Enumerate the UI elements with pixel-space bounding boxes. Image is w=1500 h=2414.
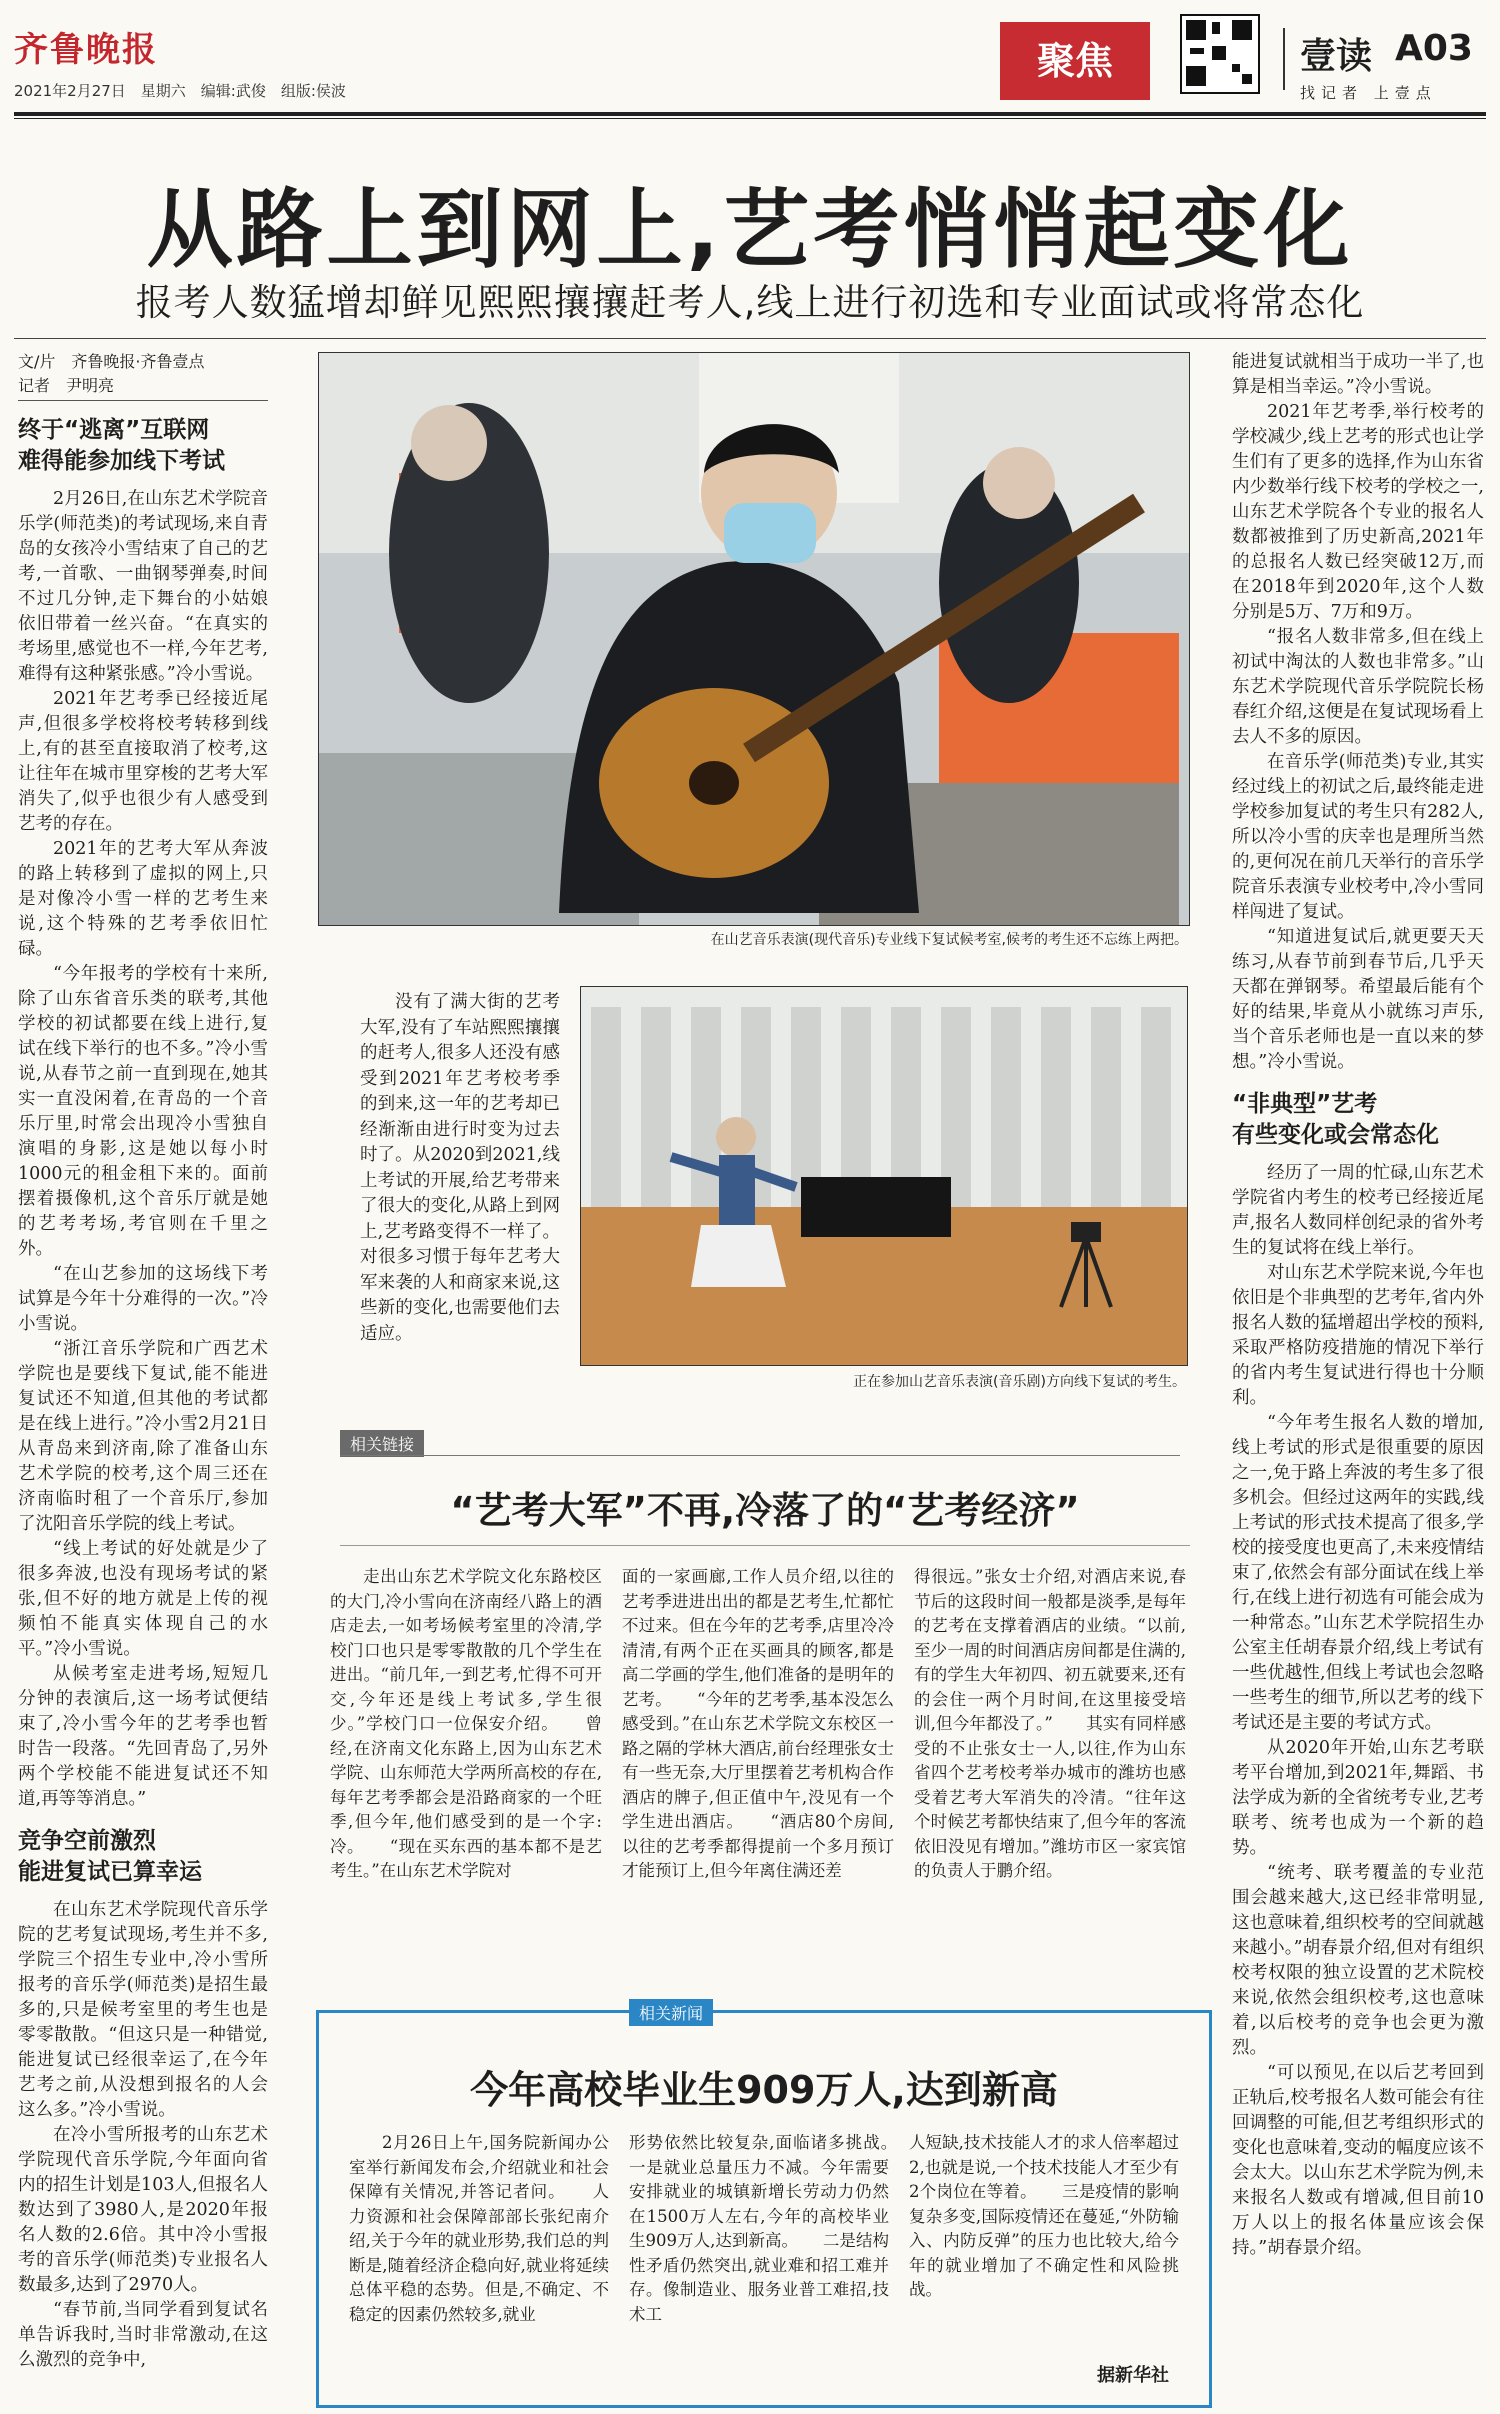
related-text-2: 面的一家画廊,工作人员介绍,以往的艺考季进进出出的都是艺考生,忙都忙不过来。但在今年的艺考季,店里冷冷清清,有两个正在买画具的顾客,都是高二学画的学生,他们准备的是明年的艺考。 “今年的艺考季,基本没怎么感受到。”在山东艺术学院文东校区一路之隔的学林大酒店,前台经理张女士有一些无奈,大厅里摆着艺考机构合作酒店的牌子,但正值中午,没见有一个学生进出酒店。 “酒店80个房间,以往的艺考季都得提前一个多月预订才能预订上,但今年离住满还差	[622, 1567, 894, 1880]
subheading-1: 终于“逃离”互联网 难得能参加线下考试	[18, 417, 225, 474]
related-col-3	[914, 1565, 1186, 1985]
related-news-box	[316, 2004, 1212, 2408]
news-col-1	[349, 2131, 609, 2391]
byline	[18, 350, 268, 401]
related-text-3: 得很远。”张女士介绍,对酒店来说,春节后的这段时间一般都是淡季,是每年的艺考在支撑着酒店的业绩。“以前,至少一周的时间酒店房间都是住满的,有的学生大年初四、初五就要来,还有的会住一两个月时间,在这里接受培训,但今年都没了。” 其实有同样感受的不止张女士一人,以往,作为山东省四个艺考校考举办城市的潍坊也感受着艺考大军消失的冷清。“往年这个时候艺考都快结束了,但今年的客流依旧没见有增加。”潍坊市区一家宾馆的负责人于鹏介绍。	[914, 1567, 1186, 1880]
related-tag-label: 相关链接	[340, 1430, 424, 1457]
intro-paragraph: 没有了满大街的艺考大军,没有了车站熙熙攘攘的赶考人,很多人还没有感受到2021年艺考校考季的到来,这一年的艺考却已经渐渐由进行时变为过去时了。从2020到2021,线上考试的开展,给艺考带来了很大的变化,从路上到网上,艺考路变得不一样了。对很多习惯于每年艺考大军来袭的人和商家来说,这些新的变化,也需要他们去适应。	[360, 992, 560, 1344]
column-left	[18, 350, 268, 2400]
photo2-caption: 正在参加山艺音乐表演(音乐剧)方向线下复试的考生。	[853, 1374, 1186, 1390]
news-tag-label: 相关新闻	[629, 1999, 713, 2026]
column-right	[1232, 350, 1484, 2400]
masthead: 齐鲁晚报	[14, 30, 158, 70]
paragraph: 2021年艺考季,举行校考的学校减少,线上艺考的形式也让学生们有了更多的选择,作为山东省内少数举行线下校考的学校之一,山东艺术学院各个专业的报名人数都被推到了历史新高,2021年的总报名人数已经突破12万,而在2018年到2020年,这个人数分别是5万、7万和9万。	[1232, 402, 1484, 622]
intro-text	[360, 990, 560, 1360]
related-col-1	[330, 1565, 602, 1985]
section-tag: 聚焦	[1000, 22, 1150, 100]
paragraph: 2021年艺考季已经接近尾声,但很多学校将校考转移到线上,有的甚至直接取消了校考,这让往年在城市里穿梭的艺考大军消失了,似乎也很少有人感受到艺考的存在。	[18, 689, 268, 834]
header-rule-thin	[14, 118, 1486, 119]
news-source: 据新华社	[1097, 2365, 1169, 2386]
paragraph: 从2020年开始,山东艺考联考平台增加,到2021年,舞蹈、书法学成为新的全省统考专业,艺考联考、统考也成为一个新的趋势。	[1232, 1738, 1484, 1858]
photo1-caption: 在山艺音乐表演(现代音乐)专业线下复试候考室,候考的考生还不忘练上两把。	[710, 932, 1188, 948]
photo-guitar-student	[318, 352, 1190, 926]
photo-stage-performer	[580, 986, 1188, 1366]
paragraph: 在音乐学(师范类)专业,其实经过线上的初试之后,最终能走进学校参加复试的考生只有282人,所以冷小雪的庆幸也是理所当然的,更何况在前几天举行的音乐学院音乐表演专业校考中,冷小雪同样闯进了复试。	[1232, 752, 1484, 922]
paragraph: “可以预见,在以后艺考回到正轨后,校考报名人数可能会有往回调整的可能,但艺考组织形式的变化也意味着,变动的幅度应该不会太大。以山东艺术学院为例,未来报名人数或有增减,但目前10万人以上的报名体量应该会保持。”胡春景介绍。	[1232, 2063, 1484, 2258]
paragraph: 在山东艺术学院现代音乐学院的艺考复试现场,考生并不多,学院三个招生专业中,冷小雪所报考的音乐学(师范类)是招生最多的,只是候考室里的考生也是零零散散。“但这只是一种错觉,能进复试已经很幸运了,在今年艺考之前,从没想到报名的人会这么多。”冷小雪说。	[18, 1900, 268, 2120]
reporter-slogan: 找记者 上壹点	[1300, 84, 1437, 102]
news-col-3	[909, 2131, 1179, 2351]
paragraph: 经历了一周的忙碌,山东艺术学院省内考生的校考已经接近尾声,报名人数同样创纪录的省外考生的复试将在线上举行。	[1232, 1163, 1484, 1258]
section-name: 壹读	[1300, 36, 1373, 77]
paragraph: “今年考生报名人数的增加,线上考试的形式是很重要的原因之一,免于路上奔波的考生多了很多机会。但经过这两年的实践,线上考试的形式技术提高了很多,学校的接受度也更高了,未来疫情结束了,依然会有部分面试在线上举行,在线上进行初选有可能会成为一种常态。”山东艺术学院招生办公室主任胡春景介绍,线上考试有一些优越性,但线上考试也会忽略一些考生的细节,所以艺考的线下考试还是主要的考试方式。	[1232, 1413, 1484, 1733]
news-tag	[629, 1999, 713, 2026]
paragraph: “今年报考的学校有十来所,除了山东省音乐类的联考,其他学校的初试都要在线上进行,复试在线下举行的也不多。”冷小雪说,从春节之前一直到现在,她其实一直没闲着,在青岛的一个音乐厅里,时常会出现冷小雪独自演唱的身影,这是她以每小时1000元的租金租下来的。面前摆着摄像机,这个音乐厅就是她的艺考考场,考官则在千里之外。	[18, 964, 268, 1259]
photo-stage-illustration	[581, 987, 1187, 1365]
related-rule	[340, 1455, 1180, 1456]
related-title: “艺考大军”不再,冷落了的“艺考经济”	[450, 1489, 1080, 1532]
page-number: A03	[1395, 28, 1473, 69]
byline-reporter: 记者 尹明亮	[18, 376, 115, 395]
headline: 从路上到网上,艺考悄悄起变化	[146, 180, 1354, 280]
related-tag	[340, 1430, 424, 1457]
news-text-2: 形势依然比较复杂,面临诸多挑战。 一是就业总量压力不减。今年需要安排就业的城镇新增长劳动力仍然在1500万人左右,今年的高校毕业生909万人,达到新高。 二是结构性矛盾仍然突出,就业难和招工难并存。像制造业、服务业普工难招,技术工	[629, 2133, 889, 2324]
subhead: 报考人数猛增却鲜见熙熙攘攘赶考人,线上进行初选和专业面试或将常态化	[135, 281, 1365, 324]
headline-rule	[14, 338, 1486, 339]
qr-code-icon	[1180, 14, 1260, 94]
news-text-3: 人短缺,技术技能人才的求人倍率超过2,也就是说,一个技术技能人才至少有2个岗位在等着。 三是疫情的影响复杂多变,国际疫情还在蔓延,“外防输入、内防反弹”的压力也比较大,给今年的就业增加了不确定性和风险挑战。	[909, 2133, 1179, 2299]
header-divider	[1283, 28, 1285, 90]
paragraph: “浙江音乐学院和广西艺术学院也是要线下复试,能不能进复试还不知道,但其他的考试都是在线上进行。”冷小雪2月21日从青岛来到济南,除了准备山东艺术学院的校考,这个周三还在济南临时租了一个音乐厅,参加了沈阳音乐学院的线上考试。	[18, 1339, 268, 1534]
paragraph: 在冷小雪所报考的山东艺术学院现代音乐学院,今年面向省内的招生计划是103人,但报名人数达到了3980人,是2020年报名人数的2.6倍。其中冷小雪报考的音乐学(师范类)专业报名人数最多,达到了2970人。	[18, 2125, 268, 2295]
paragraph: 对山东艺术学院来说,今年也依旧是个非典型的艺考年,省内外报名人数的猛增超出学校的预料,采取严格防疫措施的情况下举行的省内考生复试进行得也十分顺利。	[1232, 1263, 1484, 1408]
header-rule	[14, 112, 1486, 116]
paragraph: 从候考室走进考场,短短几分钟的表演后,这一场考试便结束了,冷小雪今年的艺考季也暂时告一段落。“先回青岛了,另外两个学校能不能进复试还不知道,再等等消息。”	[18, 1664, 268, 1809]
subheading-2: 竞争空前激烈 能进复试已算幸运	[18, 1828, 202, 1885]
dateline: 2021年2月27日 星期六 编辑:武俊 组版:侯波	[14, 82, 346, 100]
paragraph: “春节前,当同学看到复试名单告诉我时,当时非常激动,在这么激烈的竞争中,	[18, 2300, 268, 2370]
paragraph: “报名人数非常多,但在线上初试中淘汰的人数也非常多。”山东艺术学院现代音乐学院院长杨春红介绍,这便是在复试现场看上去人不多的原因。	[1232, 627, 1484, 747]
related-title-rule	[340, 1545, 1190, 1546]
paragraph: “统考、联考覆盖的专业范围会越来越大,这已经非常明显,这也意味着,组织校考的空间就越来越小。”胡春景介绍,但对有组织校考权限的独立设置的艺术院校来说,依然会组织校考,这也意味着,以后校考的竞争也会更为激烈。	[1232, 1863, 1484, 2058]
news-text-1: 2月26日上午,国务院新闻办公室举行新闻发布会,介绍就业和社会保障有关情况,并答记者问。 人力资源和社会保障部部长张纪南介绍,关于今年的就业形势,我们总的判断是,随着经济企稳向好,就业将延续总体平稳的态势。但是,不确定、不稳定的因素仍然较多,就业	[349, 2133, 609, 2324]
news-col-2	[629, 2131, 889, 2391]
paragraph: “线上考试的好处就是少了很多奔波,也没有现场考试的紧张,但不好的地方就是上传的视频怕不能真实体现自己的水平。”冷小雪说。	[18, 1539, 268, 1659]
related-col-2	[622, 1565, 894, 1985]
photo-guitar-illustration	[319, 353, 1189, 925]
paragraph: “在山艺参加的这场线下考试算是今年十分难得的一次。”冷小雪说。	[18, 1264, 268, 1334]
paragraph: 2月26日,在山东艺术学院音乐学(师范类)的考试现场,来自青岛的女孩冷小雪结束了自己的艺考,一首歌、一曲钢琴弹奏,时间不过几分钟,走下舞台的小姑娘依旧带着一丝兴奋。“在真实的考场里,感觉也不一样,今年艺考,难得有这种紧张感。”冷小雪说。	[18, 489, 268, 684]
subheading-3: “非典型”艺考 有些变化或会常态化	[1232, 1091, 1439, 1148]
byline-source: 文/片 齐鲁晚报·齐鲁壹点	[18, 352, 205, 371]
related-text-1: 走出山东艺术学院文化东路校区的大门,冷小雪向在济南经八路上的酒店走去,一如考场候考室里的冷清,学校门口也只是零零散散的几个学生在进出。“前几年,一到艺考,忙得不可开交,今年还是线上考试多,学生很少。”学校门口一位保安介绍。 曾经,在济南文化东路上,因为山东艺术学院、山东师范大学两所高校的存在,每年艺考季都会是沿路商家的一个旺季,但今年,他们感受到的是一个字:冷。 “现在买东西的基本都不是艺考生。”在山东艺术学院对	[330, 1567, 602, 1880]
paragraph: “知道进复试后,就更要天天练习,从春节前到春节后,几乎天天都在弹钢琴。希望最后能有个好的结果,毕竟从小就练习声乐,当个音乐老师也是一直以来的梦想。”冷小雪说。	[1232, 927, 1484, 1072]
news-title: 今年高校毕业生909万人,达到新高	[470, 2068, 1058, 2112]
paragraph: 2021年的艺考大军从奔波的路上转移到了虚拟的网上,只是对像冷小雪一样的艺考生来说,这个特殊的艺考季依旧忙碌。	[18, 839, 268, 959]
paragraph: 能进复试就相当于成功一半了,也算是相当幸运。”冷小雪说。	[1232, 352, 1484, 397]
